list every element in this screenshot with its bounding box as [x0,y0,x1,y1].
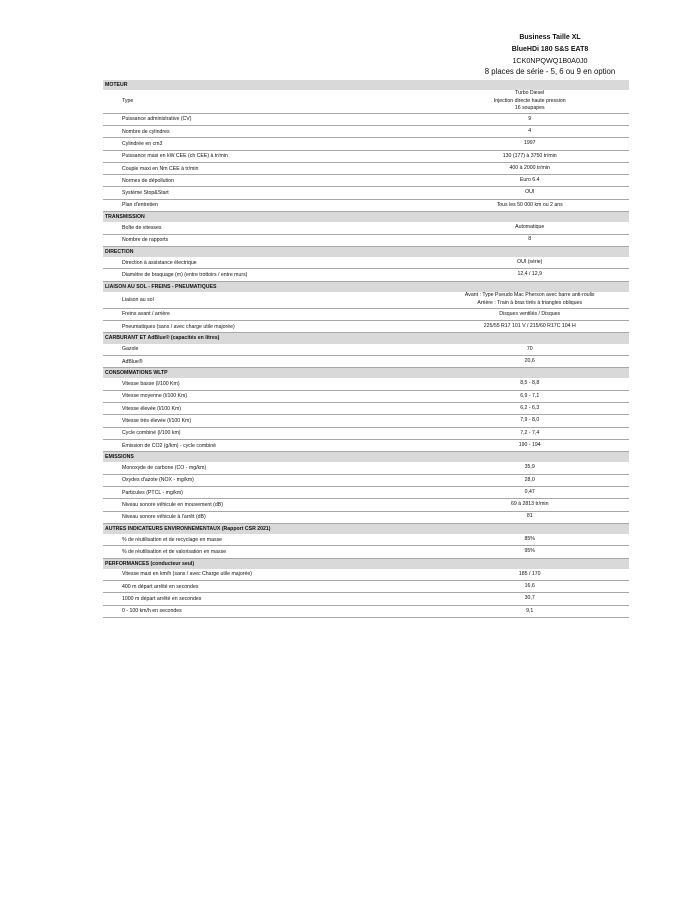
spec-value [430,236,629,243]
spec-value-line: 185 / 170 [518,570,541,577]
spec-row [103,487,629,499]
spec-value-line: 190 - 194 [518,441,541,448]
spec-row [103,462,629,474]
spec-value-line: 6,2 - 6,3 [520,404,540,411]
spec-value [430,323,629,330]
spec-row [103,606,629,618]
spec-row [103,114,629,126]
spec-value [430,153,629,160]
spec-value-line: Avant : Type Pseudo Mac Pherson avec barre anti-roulis [464,292,595,299]
spec-table [103,80,629,618]
spec-value [430,140,629,147]
spec-label: Particules (PTCL - mg/km) [122,489,183,496]
spec-row [103,403,629,415]
model-name: Business Taille XL [519,34,581,41]
spec-label: Puissance maxi en kW CEE (ch CEE) à tr/min [122,153,228,160]
spec-label: Nombre de cylindres [122,128,170,135]
spec-value [430,165,629,172]
spec-row [103,200,629,212]
spec-value [430,177,629,184]
spec-row [103,475,629,487]
spec-value-line: 69 à 2813 tr/min [510,501,549,508]
spec-value-line: 400 à 2000 tr/min [509,164,550,171]
spec-value-line: Automatique [515,224,545,231]
spec-value-line: Euro 6.4 [519,177,540,184]
spec-value [430,489,629,496]
spec-row [103,440,629,452]
spec-row [103,581,629,593]
spec-label: 0 - 100 km/h en secondes [122,608,182,615]
spec-value-line: 7,9 - 8,0 [520,417,540,424]
spec-row [103,187,629,199]
spec-row [103,90,629,114]
spec-value-line: Tous les 50 000 km ou 2 ans [496,201,563,208]
spec-value-line: 9 [528,115,532,122]
spec-value [430,90,629,112]
spec-value [430,116,629,123]
spec-label: % de réutilisation et de recyclage en masse [122,536,223,543]
spec-row [103,391,629,403]
spec-row [103,269,629,281]
spec-value-line: 4 [528,127,532,134]
spec-value-line: 16,6 [524,583,535,590]
version-code: 1CK0NPQWQ1B0A0J0 [512,56,588,65]
section-header: EMISSIONS [103,452,629,462]
spec-row [103,546,629,558]
spec-label: Pneumatiques (sans / avec charge utile majorée) [122,323,235,330]
section-header: PERFORMANCES (conducteur seul) [103,559,629,569]
spec-row [103,138,629,150]
spec-value [430,259,629,266]
spec-row [103,321,629,333]
spec-value-line: 20,6 [524,357,535,364]
spec-label: Nombre de rapports [122,237,169,244]
spec-value-line: Turbo Diesel [515,90,545,97]
section-header: CONSOMMATIONS WLTP [103,368,629,378]
spec-value [430,405,629,412]
spec-value [430,417,629,424]
spec-row [103,292,629,309]
spec-value-line: 8 [528,236,532,243]
spec-row [103,344,629,356]
spec-label: 1000 m départ arrêté en secondes [122,596,202,603]
spec-value-line: OUI [525,189,535,196]
section-header: DIRECTION [103,247,629,257]
spec-label: Cylindrée en cm3 [122,140,163,147]
spec-label: Type [122,98,134,105]
spec-row [103,378,629,390]
spec-value-line: 70 [526,345,533,352]
spec-row [103,593,629,605]
spec-value [430,583,629,590]
spec-row [103,415,629,427]
spec-label: Système Stop&Start [122,190,169,197]
spec-value-line: 130 (177) à 3750 tr/min [502,152,557,159]
spec-value-line: 35,9 [524,464,535,471]
spec-label: Cycle combiné (l/100 km) [122,430,181,437]
spec-value [430,271,629,278]
spec-value-line: 225/55 R17 101 V / 215/60 R17C 104 H [483,323,576,330]
spec-value [430,393,629,400]
spec-label: 400 m départ arrêté en secondes [122,583,199,590]
spec-label: Oxydes d'azote (NOX - mg/km) [122,477,194,484]
spec-row [103,175,629,187]
spec-value [430,608,629,615]
spec-value [430,571,629,578]
spec-row [103,512,629,524]
spec-row [103,428,629,440]
spec-value [430,536,629,543]
spec-value-line: 28,0 [524,476,535,483]
spec-value-line: 16 soupapes [514,105,545,112]
spec-value [430,346,629,353]
engine-name: BlueHDi 180 S&S EAT8 [511,46,589,53]
spec-row [103,534,629,546]
spec-row [103,126,629,138]
spec-value [430,513,629,520]
spec-label: Niveau sonore véhicule en mouvement (dB) [122,501,223,508]
spec-value-line: 6,9 - 7,1 [520,392,540,399]
section-header: AUTRES INDICATEURS ENVIRONNEMENTAUX (Rapport CSR 2021) [103,524,629,534]
spec-value-line: Injection directe haute pression [493,97,566,104]
spec-label: Direction à assistance électrique [122,259,197,266]
spec-value-line: 30,7 [524,595,535,602]
spec-value-line: OUI (série) [517,258,543,265]
spec-label: Gazole [122,346,139,353]
spec-label: Freins avant / arrière [122,311,170,318]
spec-row [103,235,629,247]
spec-value [430,380,629,387]
spec-value [430,292,629,307]
spec-row [103,356,629,368]
spec-row [103,309,629,321]
spec-row [103,222,629,234]
spec-value [430,595,629,602]
spec-value-line: 8,5 - 8,8 [520,380,540,387]
spec-value-line: 12,4 / 12,9 [517,271,542,278]
spec-value [430,358,629,365]
spec-value-line: Disques ventilés / Disques [499,310,561,317]
spec-value-line: Arrière : Train à bras tirés à triangles obliques [477,299,583,306]
spec-label: Vitesse très élevée (l/100 Km) [122,417,192,424]
spec-value [430,477,629,484]
spec-value [430,311,629,318]
spec-value-line: 85% [524,535,535,542]
section-header: LIAISON AU SOL - FREINS - PNEUMATIQUES [103,282,629,292]
spec-row [103,257,629,269]
spec-row [103,569,629,581]
spec-value [430,189,629,196]
section-header: CARBURANT ET AdBlue® (capacités en litres) [103,333,629,343]
spec-value-line: 7,2 - 7,4 [520,429,540,436]
spec-label: Émission de CO2 (g/km) - cycle combiné [122,442,216,449]
spec-value [430,128,629,135]
spec-label: Vitesse moyenne (l/100 Km) [122,393,188,400]
spec-value-line: 1997 [523,140,536,147]
spec-label: Vitesse maxi en km/h (sans / avec Charge utile majorée) [122,571,252,578]
spec-label: Boîte de vitesses [122,224,162,231]
spec-value-line: 0,47 [524,488,535,495]
spec-value-line: 95% [524,548,535,555]
spec-label: AdBlue® [122,358,143,365]
spec-value-line: 9,1 [526,607,534,614]
spec-label: Couple maxi en Nm CEE à tr/min [122,165,199,172]
spec-label: Diamètre de braquage (m) (entre trottoirs / entre murs) [122,271,248,278]
spec-label: Vitesse élevée (l/100 Km) [122,405,182,412]
spec-value [430,464,629,471]
spec-label: Niveau sonore véhicule à l'arrêt (dB) [122,514,206,521]
section-header: MOTEUR [103,80,629,90]
spec-row [103,499,629,511]
spec-value [430,442,629,449]
spec-value [430,501,629,508]
spec-label: Normes de dépollution [122,177,174,184]
spec-label: Puissance administrative (CV) [122,116,192,123]
spec-label: % de réutilisation et de valorisation en masse [122,548,227,555]
spec-label: Liaison au sol [122,296,154,303]
spec-label: Monoxyde de carbone (CO - mg/km) [122,464,207,471]
spec-row [103,163,629,175]
spec-value [430,202,629,209]
spec-label: Plan d'entretien [122,202,158,209]
spec-value-line: 81 [526,513,533,520]
section-header: TRANSMISSION [103,212,629,222]
spec-row [103,151,629,163]
spec-label: Vitesse basse (l/100 Km) [122,381,180,388]
spec-value [430,548,629,555]
spec-value [430,224,629,231]
seating-note: 8 places de série - 5, 6 ou 9 en option [484,67,616,76]
spec-value [430,430,629,437]
